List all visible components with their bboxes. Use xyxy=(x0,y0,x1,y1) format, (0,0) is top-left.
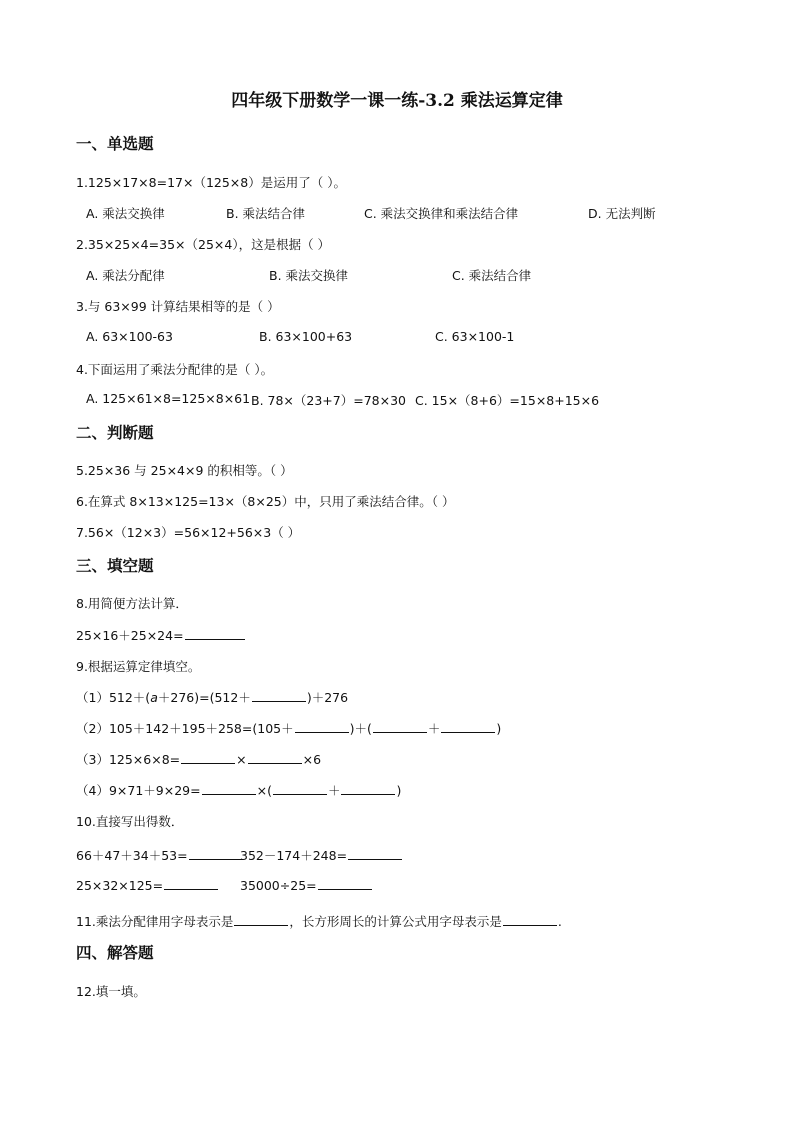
answer-blank[interactable] xyxy=(503,914,557,926)
q10-e3: 25×32×125= xyxy=(76,878,164,893)
q10-row-2b xyxy=(240,878,373,893)
section-true-false: 二、判断题 xyxy=(76,423,154,442)
section-fill-blank: 三、填空题 xyxy=(76,556,154,575)
answer-blank[interactable] xyxy=(234,914,288,926)
q2-option-c: C. 乘法结合律 xyxy=(452,268,532,283)
q9-part-2 xyxy=(76,719,501,737)
q10-row-1b xyxy=(240,846,403,864)
q9-p2-c: ＋ xyxy=(427,721,441,736)
q9-p2-a: （2）105＋142＋195＋258=(105＋ xyxy=(76,721,294,736)
question-8: 8.用简便方法计算． xyxy=(76,596,188,611)
q9-p1-b: ＋276)=(512＋ xyxy=(157,690,251,705)
question-12: 12.填一填。 xyxy=(76,984,146,999)
q11-a: 11.乘法分配律用字母表示是 xyxy=(76,914,234,929)
q10-e1: 66＋47＋34＋53= xyxy=(76,848,188,863)
q9-part-1 xyxy=(76,688,348,706)
question-1: 1.125×17×8=17×（125×8）是运用了（ ）。 xyxy=(76,175,346,190)
answer-blank[interactable] xyxy=(252,690,306,702)
q9-part-4 xyxy=(76,781,401,799)
q10-row-1 xyxy=(76,846,244,864)
question-3: 3.与 63×99 计算结果相等的是（ ） xyxy=(76,299,280,314)
q9-part-3 xyxy=(76,750,321,768)
answer-blank[interactable] xyxy=(273,783,327,795)
q10-e2: 352－174＋248= xyxy=(240,848,348,863)
q9-p4-c: ＋ xyxy=(327,783,341,798)
q1-option-b: B. 乘法结合律 xyxy=(226,206,306,221)
q11-b: ，长方形周长的计算公式用字母表示是 xyxy=(289,914,502,929)
q4-option-c: C. 15×（8+6）=15×8+15×6 xyxy=(415,393,600,408)
q9-p1-var: a xyxy=(150,690,158,705)
q3-option-a: A. 63×100-63 xyxy=(86,329,173,344)
question-9: 9.根据运算定律填空。 xyxy=(76,659,201,674)
q8-expr-text: 25×16＋25×24= xyxy=(76,628,184,643)
question-2: 2.35×25×4=35×（25×4），这是根据（ ） xyxy=(76,237,331,252)
q1-option-a: A. 乘法交换律 xyxy=(86,206,165,221)
q3-option-c: C. 63×100-1 xyxy=(435,329,515,344)
answer-blank[interactable] xyxy=(295,721,349,733)
q9-p1-a: （1）512＋( xyxy=(76,690,151,705)
q9-p4-b: ×( xyxy=(256,783,272,798)
q2-option-a: A. 乘法分配律 xyxy=(86,268,165,283)
page-title: 四年级下册数学一课一练-3.2 乘法运算定律 xyxy=(231,91,563,111)
q1-option-d: D. 无法判断 xyxy=(588,206,656,221)
q4-option-b: B. 78×（23+7）=78×30 xyxy=(251,393,406,408)
q2-option-b: B. 乘法交换律 xyxy=(269,268,349,283)
q9-p1-c: )＋276 xyxy=(306,690,349,705)
question-7: 7.56×（12×3）=56×12+56×3（ ） xyxy=(76,525,301,540)
answer-blank[interactable] xyxy=(248,752,302,764)
answer-blank[interactable] xyxy=(318,878,372,890)
answer-blank[interactable] xyxy=(185,628,245,640)
q9-p3-c: ×6 xyxy=(302,752,322,767)
q8-expression xyxy=(76,626,246,644)
q4-option-a: A. 125×61×8=125×8×61 xyxy=(86,391,251,406)
question-6: 6.在算式 8×13×125=13×（8×25）中，只用了乘法结合律。（ ） xyxy=(76,494,455,509)
q10-row-2 xyxy=(76,878,219,893)
q9-p2-b: )＋( xyxy=(349,721,372,736)
q9-p3-b: × xyxy=(236,752,247,767)
answer-blank[interactable] xyxy=(202,783,256,795)
answer-blank[interactable] xyxy=(341,783,395,795)
q3-option-b: B. 63×100+63 xyxy=(259,329,353,344)
question-10: 10.直接写出得数． xyxy=(76,814,184,829)
answer-blank[interactable] xyxy=(348,848,402,860)
q9-p4-d: ) xyxy=(396,783,402,798)
question-5: 5.25×36 与 25×4×9 的积相等。（ ） xyxy=(76,463,293,478)
q9-p4-a: （4）9×71＋9×29= xyxy=(76,783,201,798)
answer-blank[interactable] xyxy=(181,752,235,764)
q10-e4: 35000÷25= xyxy=(240,878,317,893)
question-4: 4.下面运用了乘法分配律的是（ ）。 xyxy=(76,362,274,377)
q9-p2-d: ) xyxy=(496,721,502,736)
answer-blank[interactable] xyxy=(373,721,427,733)
section-single-choice: 一、单选题 xyxy=(76,134,154,153)
section-solve: 四、解答题 xyxy=(76,943,154,962)
q9-p3-a: （3）125×6×8= xyxy=(76,752,181,767)
question-11 xyxy=(76,912,562,930)
answer-blank[interactable] xyxy=(441,721,495,733)
answer-blank[interactable] xyxy=(189,848,243,860)
answer-blank[interactable] xyxy=(164,878,218,890)
q11-c: . xyxy=(557,914,562,929)
q1-option-c: C. 乘法交换律和乘法结合律 xyxy=(364,206,519,221)
